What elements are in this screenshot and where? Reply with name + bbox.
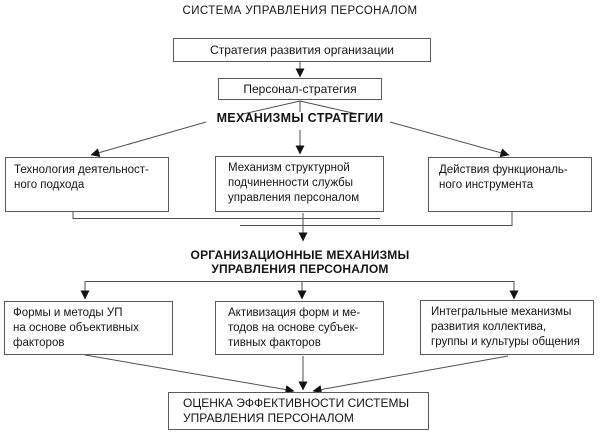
box-text-line: Технология деятельност- bbox=[14, 164, 149, 176]
heading-strategy-mechanisms: МЕХАНИЗМЫ СТРАТЕГИИ bbox=[216, 111, 384, 125]
box-text-line: управления персоналом bbox=[228, 192, 360, 204]
heading-line: УПРАВЛЕНИЯ ПЕРСОНАЛОМ bbox=[211, 261, 389, 276]
box-evaluation bbox=[168, 392, 429, 430]
box-text-line: развития коллектива, bbox=[431, 321, 547, 333]
box-text-line: Механизм структурной bbox=[228, 162, 350, 174]
box-structural-mechanism bbox=[215, 156, 384, 212]
diagram-title: СИСТЕМА УПРАВЛЕНИЯ ПЕРСОНАЛОМ bbox=[182, 5, 418, 17]
box-text: Стратегия развития организации bbox=[210, 42, 394, 57]
box-text-line: Действия функциональ- bbox=[439, 164, 568, 176]
box-activation-forms bbox=[215, 301, 384, 355]
box-text-line: ного инструмента bbox=[439, 179, 534, 191]
arrow-mechanisms-to-tech bbox=[91, 122, 206, 155]
box-tech-approach bbox=[5, 157, 169, 212]
box-text-line: группы и культуры общения bbox=[431, 336, 580, 348]
box-text-line: факторов bbox=[13, 337, 65, 349]
box-text-line: Интегральные механизмы bbox=[431, 306, 572, 318]
box-text-line: Активизация форм и ме- bbox=[228, 307, 361, 319]
box-text-line: ного подхода bbox=[14, 179, 85, 191]
box-text-line: на основе объективных bbox=[13, 322, 139, 334]
box-text-line: тодов на основе субъек- bbox=[228, 322, 359, 334]
box-text-line: УПРАВЛЕНИЯ ПЕРСОНАЛОМ bbox=[183, 411, 354, 425]
box-integral-mechanisms bbox=[420, 300, 594, 355]
box-text: Персонал-стратегия bbox=[243, 81, 357, 96]
box-text-line: тивных факторов bbox=[228, 337, 321, 349]
arrow-forms-to-evaluation bbox=[85, 355, 294, 391]
arrow-mechanisms-to-functional bbox=[390, 122, 509, 155]
box-text-line: Формы и методы УП bbox=[13, 307, 123, 319]
bracket-row1-left bbox=[73, 212, 380, 219]
box-forms-methods bbox=[4, 301, 173, 355]
box-functional-actions bbox=[428, 157, 592, 212]
box-text-line: ОЦЕНКА ЭФФЕКТИВНОСТИ СИСТЕМЫ bbox=[183, 396, 410, 410]
box-strategy-development bbox=[173, 38, 431, 62]
box-text-line: подчиненности службы bbox=[228, 177, 353, 189]
heading-org-mechanisms bbox=[0, 249, 600, 276]
box-personnel-strategy bbox=[218, 78, 382, 100]
arrow-integral-to-evaluation bbox=[313, 356, 508, 391]
heading-line: ОРГАНИЗАЦИОННЫЕ МЕХАНИЗМЫ bbox=[190, 248, 410, 262]
